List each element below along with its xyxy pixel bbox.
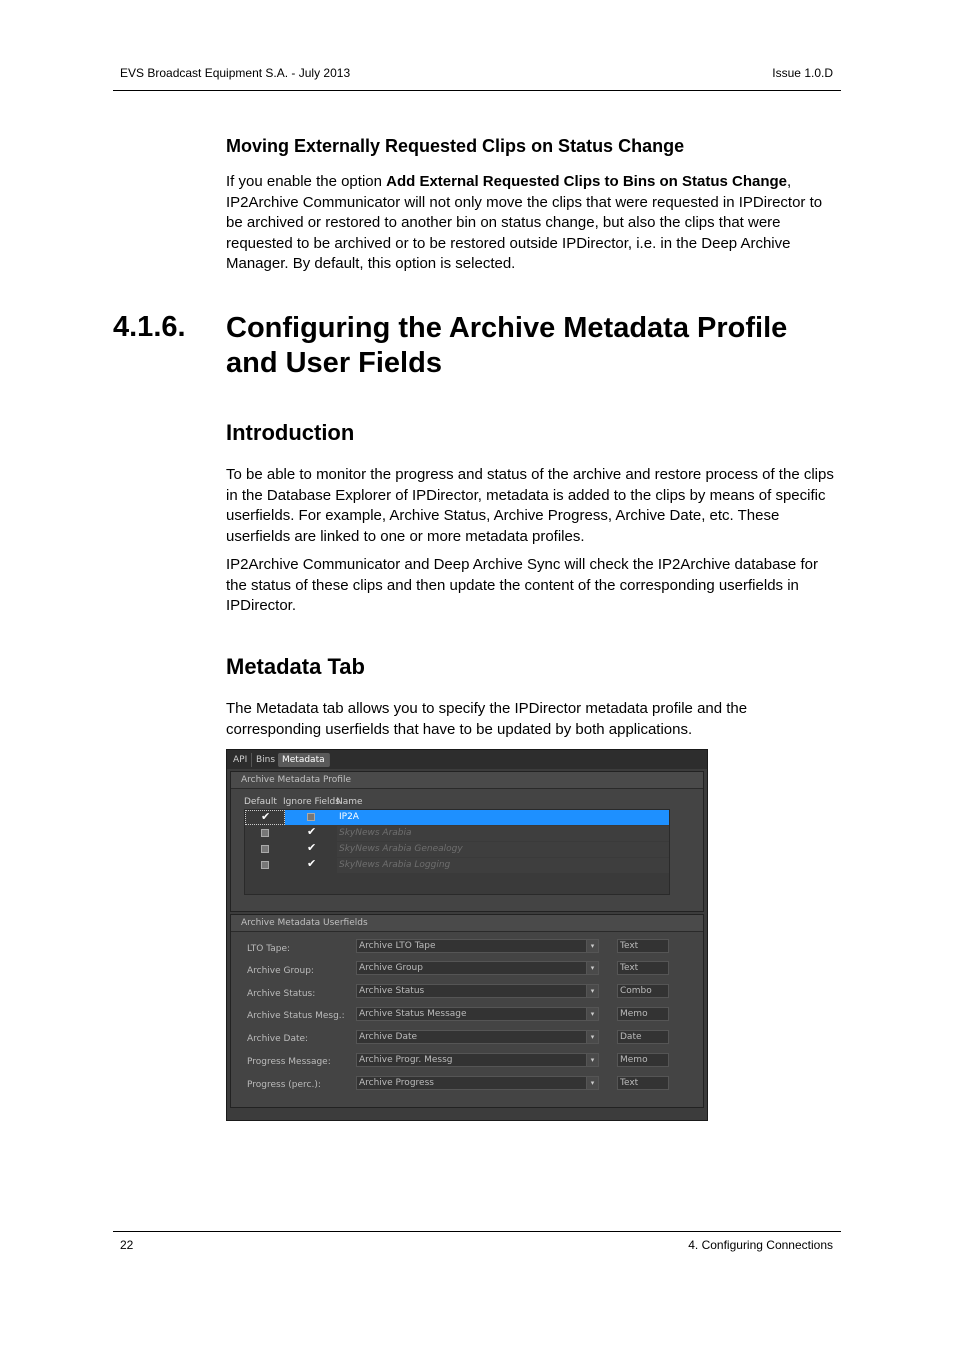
metadata-paragraph: The Metadata tab allows you to specify the IPDirector metadata profile and the corresponding userfields that have to be updated by both applications. (226, 700, 748, 738)
table-row[interactable] (245, 810, 669, 825)
ignore-cell[interactable] (285, 810, 337, 825)
userfield-value: Archive LTO Tape (359, 941, 436, 951)
tab-api[interactable]: API (229, 753, 252, 767)
checkbox-checked-icon[interactable]: ✔ (307, 857, 317, 870)
moving-text-1: If you enable the option (226, 173, 387, 190)
checkbox-unchecked-icon[interactable] (307, 813, 315, 821)
checkbox-unchecked-icon[interactable] (261, 861, 269, 869)
profile-name: SkyNews Arabia (337, 826, 669, 841)
chevron-down-icon[interactable]: ▾ (586, 940, 598, 952)
userfield-type: Combo (617, 984, 669, 998)
default-cell[interactable] (245, 842, 285, 857)
table-row[interactable] (245, 842, 669, 857)
section-title: Configuring the Archive Metadata Profile and User Fields (226, 312, 788, 379)
default-cell[interactable] (245, 858, 285, 873)
default-cell[interactable] (245, 826, 285, 841)
userfields-panel-title: Archive Metadata Userfields (231, 915, 703, 932)
checkbox-unchecked-icon[interactable] (261, 845, 269, 853)
moving-heading: Moving Externally Requested Clips on Status Change (226, 136, 685, 156)
userfield-value: Archive Status Message (359, 1009, 467, 1019)
ignore-cell[interactable] (285, 842, 337, 857)
footer-chapter: 4. Configuring Connections (688, 1238, 833, 1252)
header-rule (113, 90, 841, 91)
userfield-select[interactable] (356, 939, 599, 953)
userfield-select[interactable] (356, 1030, 599, 1044)
userfields-panel (230, 914, 704, 1108)
chevron-down-icon[interactable]: ▾ (586, 1031, 598, 1043)
userfield-type: Text (617, 1076, 669, 1090)
userfield-type: Date (617, 1030, 669, 1044)
ignore-cell[interactable] (285, 858, 337, 873)
page-header-left: EVS Broadcast Equipment S.A. - July 2013 (120, 66, 351, 80)
userfield-label: Progress Message: (247, 1057, 331, 1067)
tab-bins[interactable]: Bins (252, 753, 280, 767)
table-row[interactable] (245, 826, 669, 841)
intro-heading: Introduction (226, 420, 355, 445)
userfield-select[interactable] (356, 1053, 599, 1067)
metadata-tab-screenshot (226, 749, 708, 1121)
userfield-select[interactable] (356, 1076, 599, 1090)
tab-bar (227, 750, 707, 769)
chevron-down-icon[interactable]: ▾ (586, 1008, 598, 1020)
tab-metadata[interactable]: Metadata (278, 753, 330, 767)
profile-panel-title: Archive Metadata Profile (231, 772, 703, 789)
chevron-down-icon[interactable]: ▾ (586, 1054, 598, 1066)
checkbox-checked-icon[interactable]: ✔ (307, 825, 317, 838)
userfield-select[interactable] (356, 1007, 599, 1021)
userfield-value: Archive Group (359, 963, 423, 973)
col-ignore-fields: Ignore Fields (283, 797, 340, 807)
userfield-type: Memo (617, 1053, 669, 1067)
userfield-select[interactable] (356, 984, 599, 998)
checkbox-unchecked-icon[interactable] (261, 829, 269, 837)
moving-paragraph (226, 172, 838, 275)
profile-name: IP2A (337, 810, 669, 825)
table-row[interactable] (245, 858, 669, 873)
userfield-value: Archive Status (359, 986, 425, 996)
userfield-value: Archive Progr. Messg (359, 1055, 453, 1065)
userfield-type: Text (617, 939, 669, 953)
userfield-type: Memo (617, 1007, 669, 1021)
checkbox-checked-icon[interactable]: ✔ (261, 810, 271, 823)
userfield-label: Archive Group: (247, 966, 314, 976)
profile-name: SkyNews Arabia Logging (337, 858, 669, 873)
chevron-down-icon[interactable]: ▾ (586, 1077, 598, 1089)
intro-paragraph-2: IP2Archive Communicator and Deep Archive Sync will check the IP2Archive database for the status of these clips and then update the content of the corresponding userfields in IPDirector. (226, 556, 818, 614)
moving-option-name: Add External Requested Clips to Bins on Status Change (386, 173, 788, 190)
page-header-right: Issue 1.0.D (772, 66, 833, 80)
footer-rule (113, 1231, 841, 1232)
checkbox-checked-icon[interactable]: ✔ (307, 841, 317, 854)
userfield-value: Archive Progress (359, 1078, 434, 1088)
col-default: Default (244, 797, 277, 807)
section-number: 4.1.6. (113, 311, 186, 343)
userfield-label: Archive Status Mesg.: (247, 1011, 345, 1021)
profile-grid (244, 809, 670, 895)
moving-text-2: , IP2Archive Communicator will not only move the clips that were requested in IPDirector to be archived or restored to another bin on status change, but also the clips that were requested to be archived or to be restored outside IPDirector, i.e. in the Deep Archive Manager. By default, this option is selected. (226, 173, 823, 272)
metadata-heading: Metadata Tab (226, 654, 365, 679)
chevron-down-icon[interactable]: ▾ (586, 985, 598, 997)
col-name: Name (336, 797, 363, 807)
userfield-value: Archive Date (359, 1032, 418, 1042)
userfield-label: Progress (perc.): (247, 1080, 321, 1090)
page-number: 22 (120, 1238, 134, 1252)
chevron-down-icon[interactable]: ▾ (586, 962, 598, 974)
intro-paragraph-1: To be able to monitor the progress and status of the archive and restore process of the clips in the Database Explorer of IPDirector, metadata is added to the clips by means of specific userfields. For example, Archive Status, Archive Progress, Archive Date, etc. These userfields are linked to one or more metadata profiles. (226, 466, 834, 545)
profile-panel (230, 771, 704, 912)
profile-name: SkyNews Arabia Genealogy (337, 842, 669, 857)
userfield-label: Archive Status: (247, 989, 316, 999)
userfield-select[interactable] (356, 961, 599, 975)
userfield-type: Text (617, 961, 669, 975)
userfield-label: LTO Tape: (247, 944, 291, 954)
ignore-cell[interactable] (285, 826, 337, 841)
default-cell[interactable] (245, 810, 285, 825)
userfield-label: Archive Date: (247, 1034, 309, 1044)
